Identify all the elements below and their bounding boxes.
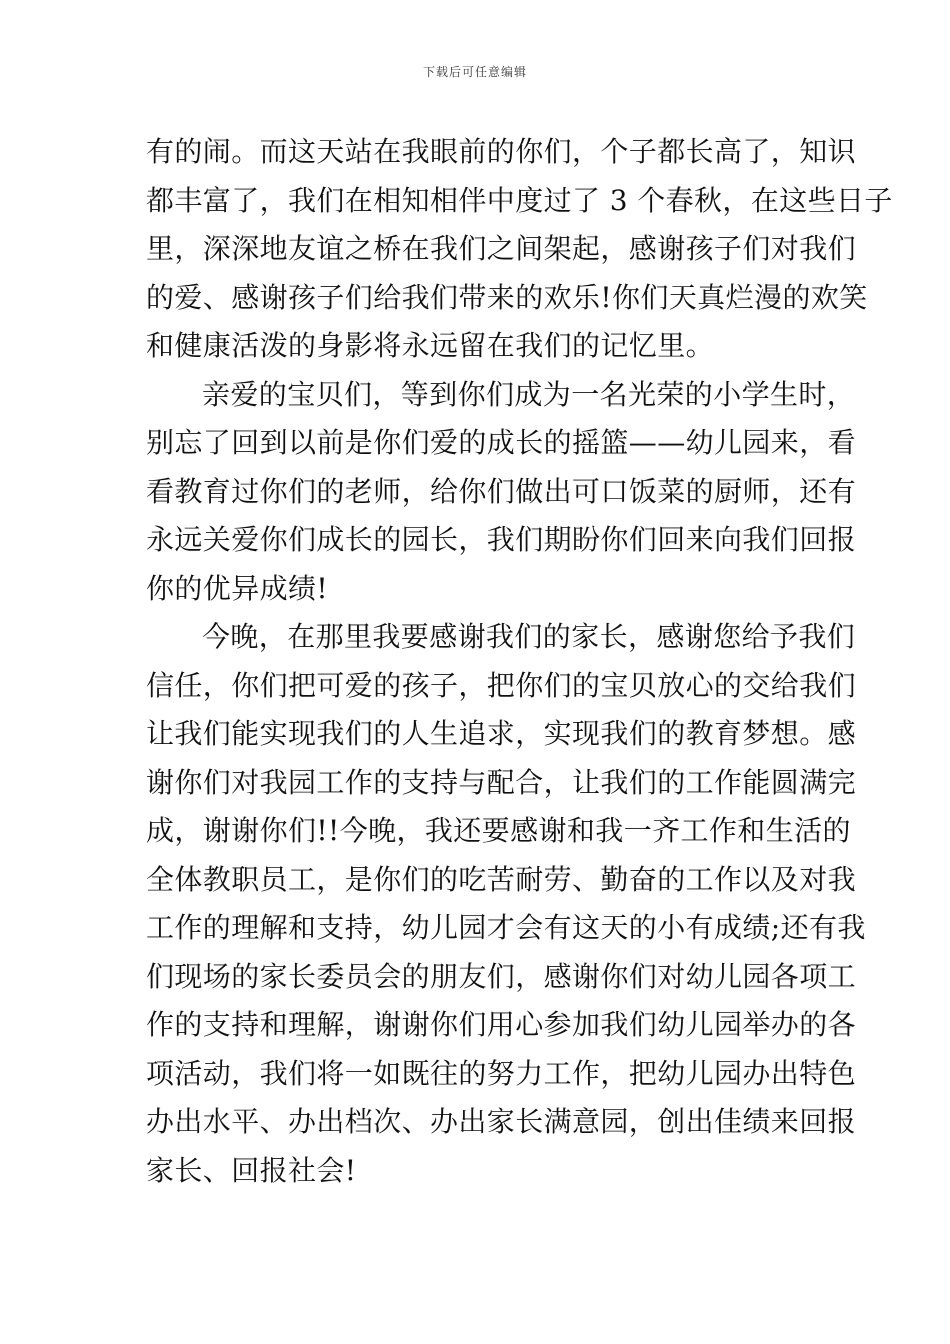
text-line: 们现场的家长委员会的朋友们，感谢你们对幼儿园各项工 <box>146 959 857 993</box>
text-line-first: 今晚，在那里我要感谢我们的家长，感谢您给予我们 <box>202 620 856 653</box>
text-line: 里，深深地友谊之桥在我们之间架起，感谢孩子们对我们 <box>146 232 857 265</box>
text-line-first: 亲爱的宝贝们，等到你们成为一名光荣的小学生时， <box>202 377 856 411</box>
paragraph-3 <box>146 613 866 1195</box>
text-line: 作的支持和理解，谢谢你们用心参加我们幼儿园举办的各 <box>146 1008 857 1041</box>
text-line: 有的闹。而这天站在我眼前的你们，个子都长高了，知识 <box>146 135 857 168</box>
text-line: 和健康活泼的身影将永远留在我们的记忆里。 <box>146 329 715 362</box>
text-line: 让我们能实现我们的人生追求，实现我们的教育梦想。感 <box>146 717 857 750</box>
text-line: 项活动，我们将一如既往的努力工作，把幼儿园办出特色 <box>146 1056 857 1090</box>
text-line: 永远关爱你们成长的园长，我们期盼你们回来向我们回报 <box>146 523 857 556</box>
text-line: 家长、回报社会! <box>146 1153 357 1187</box>
text-line: 谢你们对我园工作的支持与配合，让我们的工作能圆满完 <box>146 765 857 799</box>
text-line: 工作的理解和支持，幼儿园才会有这天的小有成绩;还有我 <box>146 911 866 944</box>
paragraph-1 <box>146 128 893 371</box>
paragraph-2 <box>146 371 857 614</box>
page-header: 下载后可任意编辑 <box>422 65 527 79</box>
text-line: 别忘了回到以前是你们爱的成长的摇篮——幼儿园来，看 <box>146 426 857 459</box>
document-body <box>146 128 893 1195</box>
text-line: 你的优异成绩! <box>146 571 329 605</box>
text-line: 看教育过你们的老师，给你们做出可口饭菜的厨师，还有 <box>146 474 857 508</box>
text-line: 全体教职员工，是你们的吃苦耐劳、勤奋的工作以及对我 <box>146 862 857 896</box>
text-line: 成，谢谢你们!!今晚，我还要感谢和我一齐工作和生活的 <box>146 814 851 847</box>
text-line: 的爱、感谢孩子们给我们带来的欢乐!你们天真烂漫的欢笑 <box>146 280 868 314</box>
text-line: 办出水平、办出档次、办出家长满意园，创出佳绩来回报 <box>146 1105 857 1138</box>
text-line: 信任，你们把可爱的孩子，把你们的宝贝放心的交给我们 <box>146 668 857 702</box>
text-line: 都丰富了，我们在相知相伴中度过了 3 个春秋，在这些日子 <box>146 183 893 217</box>
